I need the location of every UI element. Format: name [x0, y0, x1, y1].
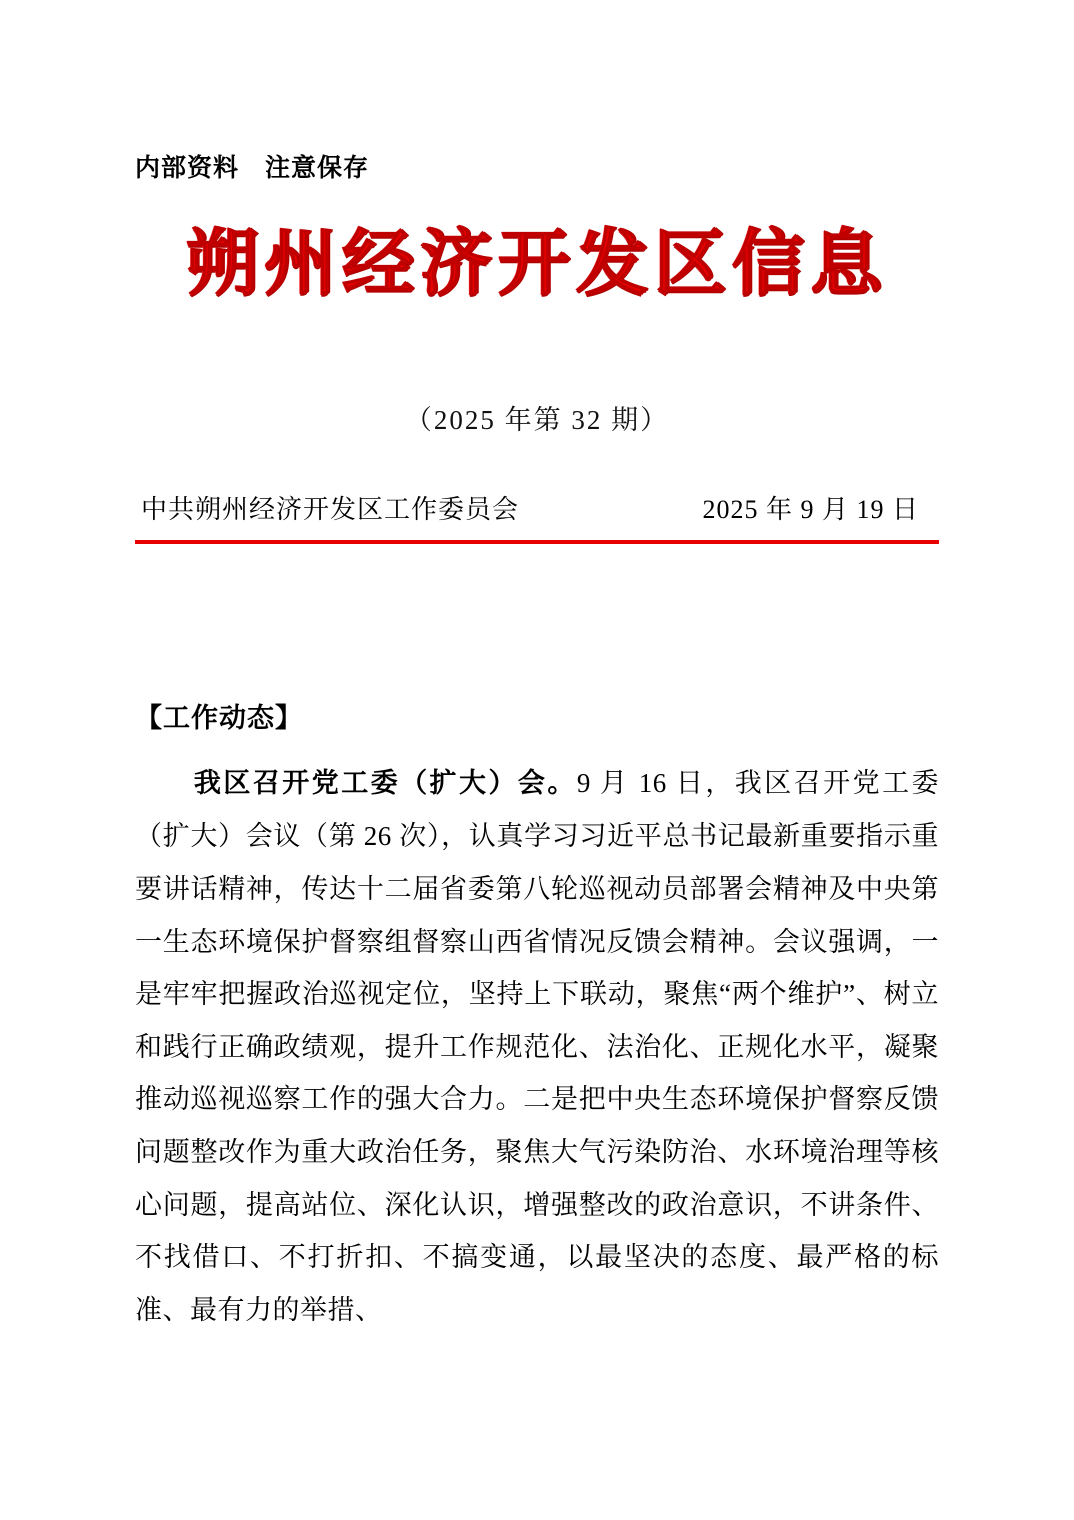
publication-masthead-title: 朔州经济开发区信息: [185, 221, 888, 305]
issue-number: （2025 年第 32 期）: [404, 404, 670, 435]
section-heading-work-updates: 【工作动态】: [135, 702, 303, 734]
document-meta-row: [135, 489, 939, 526]
article-body: [135, 757, 939, 1337]
internal-use-note: 内部资料 注意保存: [135, 153, 370, 182]
issuing-organization: 中共朔州经济开发区工作委员会: [141, 494, 520, 524]
article-paragraph-text: 9 月 16 日，我区召开党工委（扩大）会议（第 26 次），认真学习习近平总书记最新重要指示重要讲话精神，传达十二届省委第八轮巡视动员部署会精神及中央第一生态环境保护督察组督察山西省情况反馈会精神。会议强调，一是牢牢把握政治巡视定位，坚持上下联动，聚焦“两个维护”、树立和践行正确政绩观，提升工作规范化、法治化、正规化水平，凝聚推动巡视巡察工作的强大合力。二是把中央生态环境保护督察反馈问题整改作为重大政治任务，聚焦大气污染防治、水环境治理等核心问题，提高站位、深化认识，增强整改的政治意识，不讲条件、不找借口、不打折扣、不搞变通，以最坚决的态度、最严格的标准、最有力的举措、: [135, 767, 940, 1325]
article-lead-sentence: 我区召开党工委（扩大）会。: [193, 767, 577, 799]
issue-date: 2025 年 9 月 19 日: [702, 494, 919, 524]
red-divider-rule: [135, 540, 939, 544]
